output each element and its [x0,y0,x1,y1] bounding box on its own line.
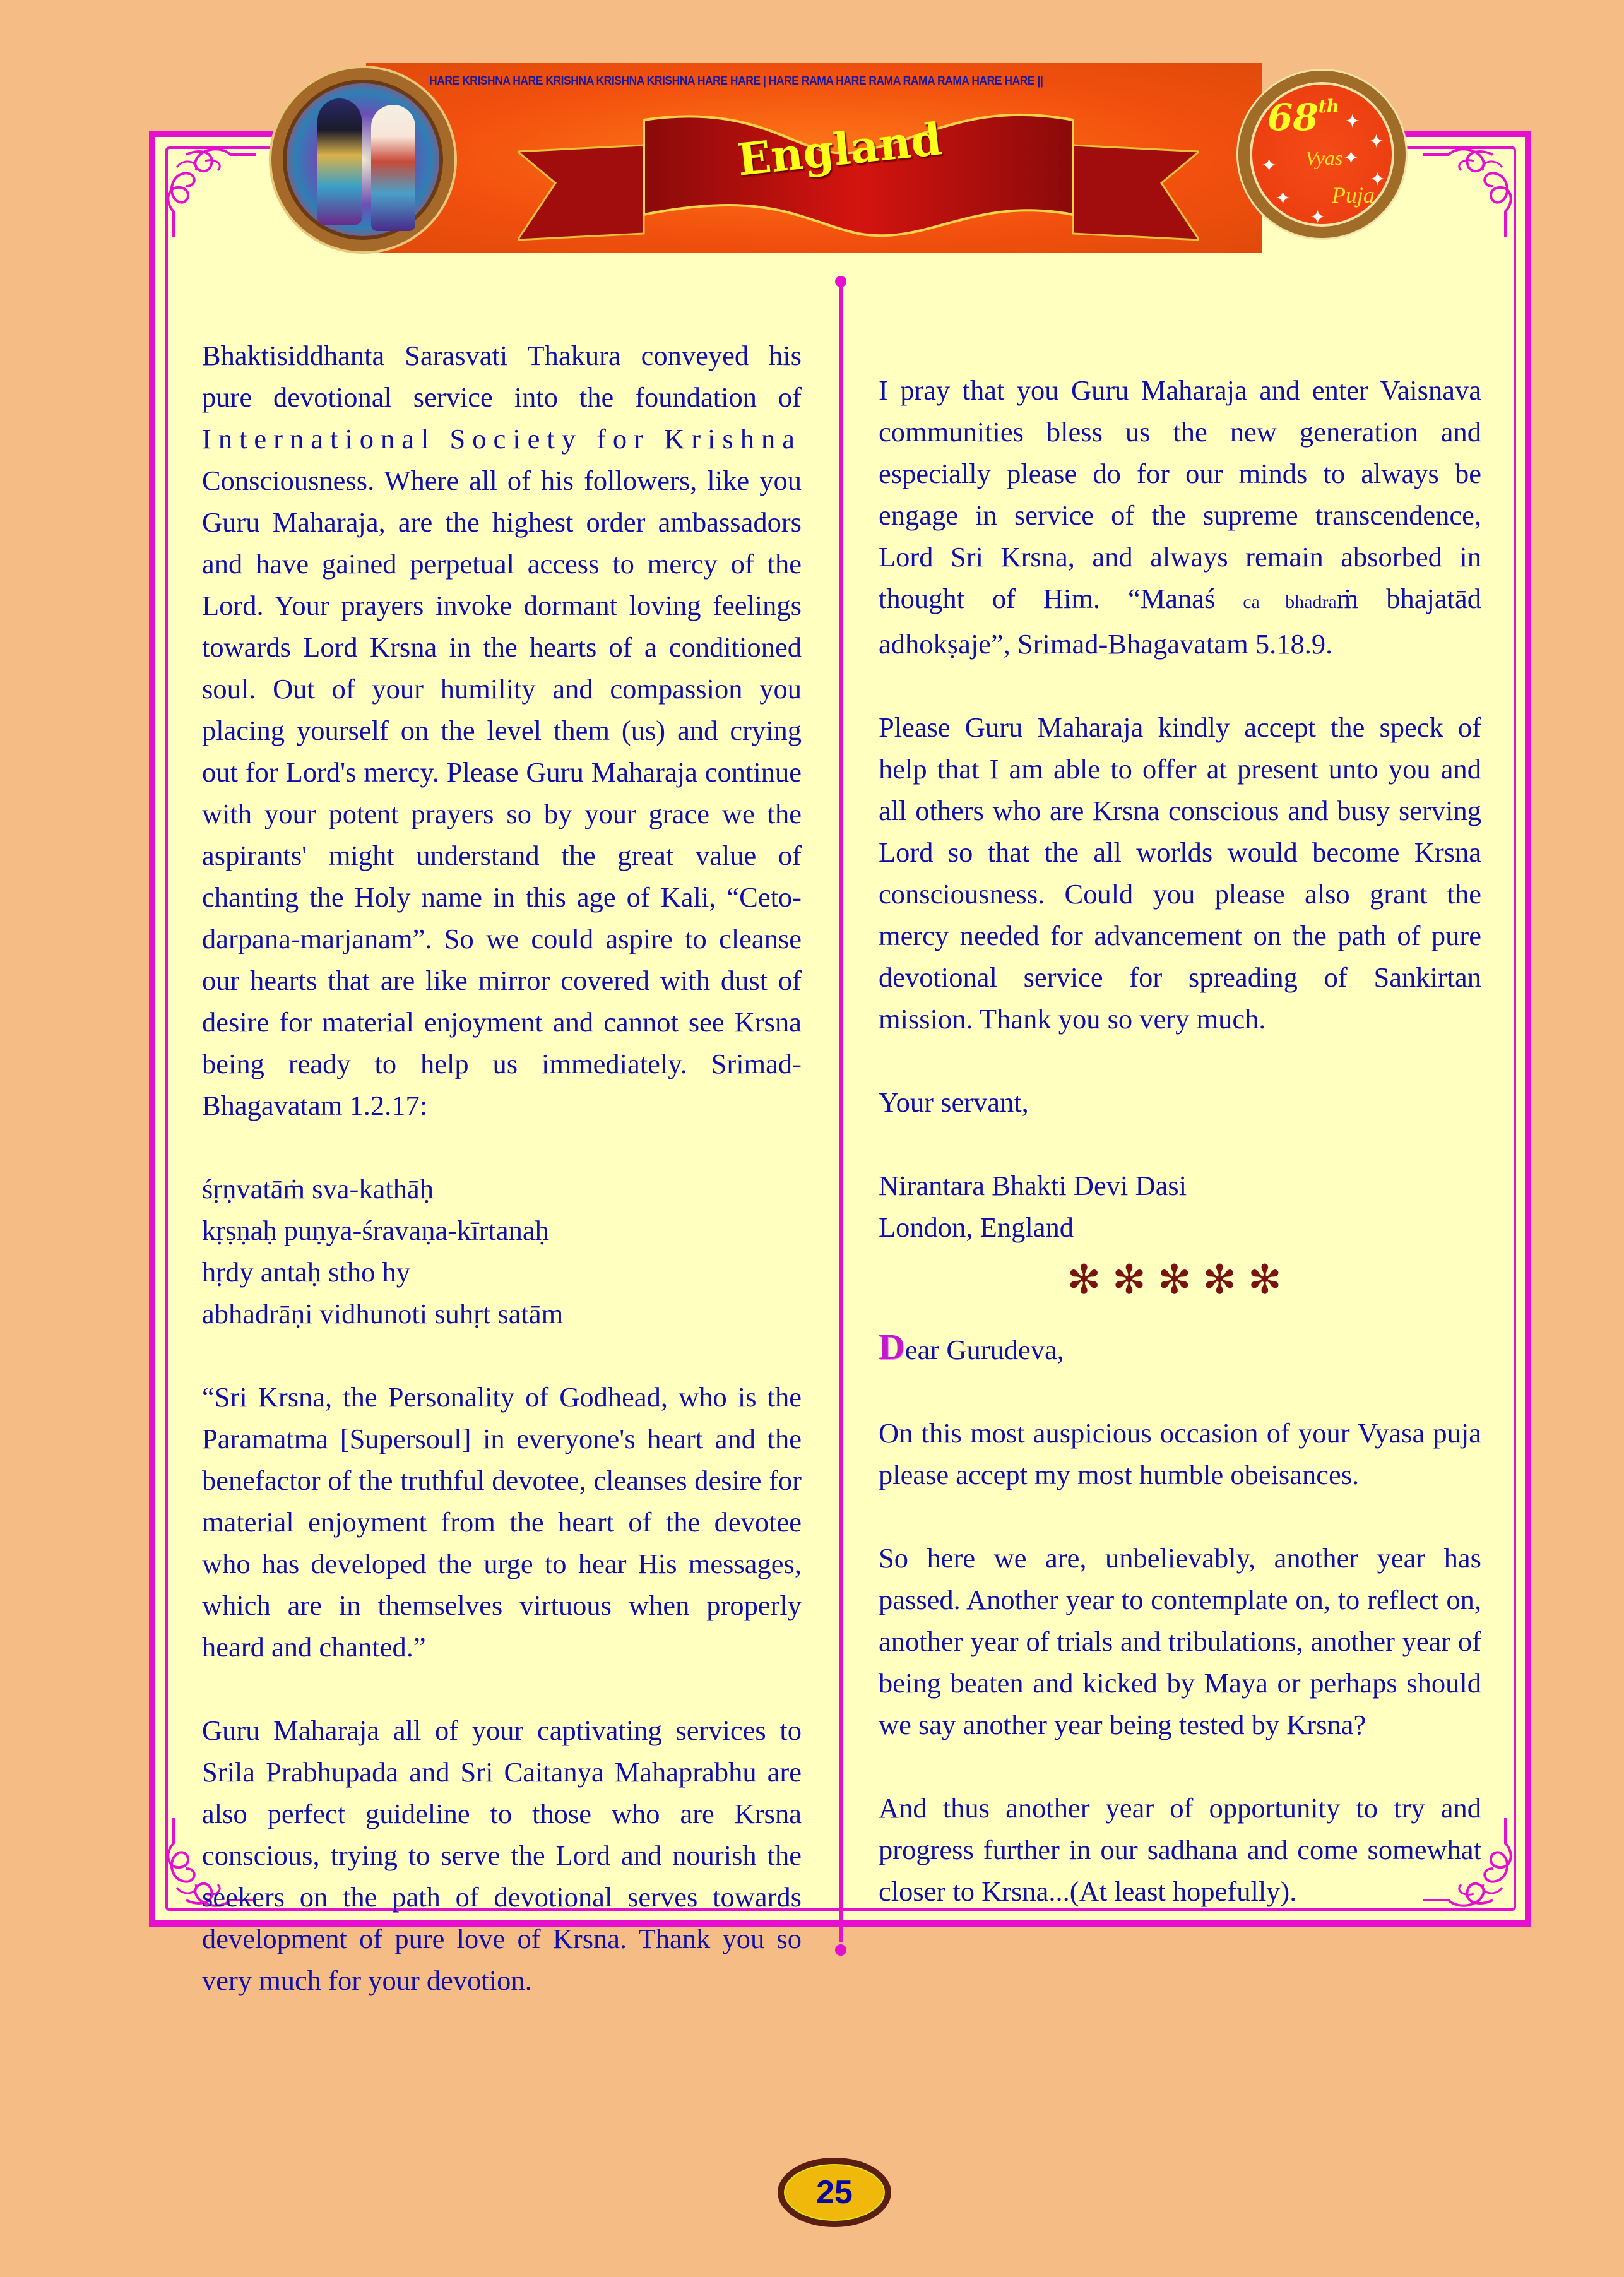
badge-line-puja: Puja [1332,182,1375,208]
paragraph: I pray that you Guru Maharaja and enter Vaisnava communities bless us the new generation and especially please do for our minds to always be engage in service of the supreme transcendence, Lord Sri Krsna, and always remain absorbed in thought of Him. “Manaś ca bhadraṁ bhajatād adhokṣaje”, Srimad-Bhagavatam 5.18.9. [879,374,1481,660]
paragraph: On this most auspicious occasion of your Vyasa puja please accept my most humble obeisances. [879,1417,1481,1490]
verse-line: abhadrāṇi vidhunoti suhṛt satām [202,1298,564,1329]
translation-paragraph: “Sri Krsna, the Personality of Godhead, who is the Paramatma [Supersoul] in everyone's heart and the benefactor of the truthful devotee, cleanses desire for material enjoyment from the heart of the devotee who has developed the urge to hear His messages, which are in themselves virtuous when properly heard and chanted.” [202,1381,802,1663]
signature-place: London, England [879,1211,1074,1243]
paragraph: Guru Maharaja all of your captivating services to Srila Prabhupada and Sri Caitanya Mahaprabhu are also perfect guideline to those who are Krsna conscious, trying to serve the Lord and nourish the seekers on the path of devotional serves towards development of pure love of Krsna. Thank you so very much for your devotion. [202,1715,802,1996]
deity-figure-krishna [317,98,362,225]
deity-figure-radha [371,105,415,231]
sparkle-icon: ✦ [1275,188,1291,209]
paragraph: Bhaktisiddhanta Sarasvati Thakura conveyed his pure devotional service into the foundation of International Society for Krishna Consciousness. Where all of his followers, like you Guru Maharaja, are the highest order ambassadors and have gained perpetual access to mercy of the Lord. Your prayers invoke dormant loving feelings towards Lord Krsna in the hearts of a conditioned soul. Out of your humility and compassion you placing yourself on the level them (us) and crying out for Lord's mercy. Please Guru Maharaja continue with your potent prayers so by your grace we the aspirants' might understand the great value of chanting the Holy name in this age of Kali, “Ceto-darpana-marjanam”. So we could aspire to cleanse our hearts that are like mirror covered with dust of desire for material enjoyment and cannot see Krsna being ready to help us immediately. Srimad-Bhagavatam 1.2.17: [202,340,802,1121]
paragraph: And thus another year of opportunity to try and progress further in our sadhana and come somewhat closer to Krsna...(At least hopefully). [879,1792,1481,1907]
deity-photo [271,68,454,251]
flower-separator-icon: ✻✻✻✻✻ [1067,1257,1293,1304]
divider-dot-top [835,276,846,287]
sparkle-icon: ✦ [1261,155,1277,176]
signature-name: Nirantara Bhakti Devi Dasi [879,1170,1187,1201]
sanskrit-verse [202,1168,802,1335]
divider-dot-bottom [835,1944,846,1956]
sparkle-icon: ✦ [1343,148,1360,169]
right-column [879,369,1481,1912]
corner-flourish-icon [1423,142,1518,237]
mantra-text: HARE KRISHNA HARE KRISHNA KRISHNA KRISHNA HARE HARE | HARE RAMA HARE RAMA RAMA RAMA HARE HARE || [429,74,1043,88]
vyas-puja-badge [1238,71,1406,238]
verse-line: kṛṣṇaḥ puṇya-śravaṇa-kīrtanaḥ [202,1215,549,1246]
sparkle-icon: ✦ [1310,207,1326,228]
verse-line: hṛdy antaḥ stho hy [202,1256,410,1288]
sparkle-icon: ✦ [1344,111,1361,132]
dropcap: D [879,1326,905,1367]
page-title: England [735,112,944,186]
badge-number: 68th [1267,96,1340,139]
paragraph: Please Guru Maharaja kindly accept the speck of help that I am able to offer at present unto you and all others who are Krsna conscious and busy serving Lord so that the all worlds would become Krsna consciousness. Could you please also grant the mercy needed for advancement on the path of pure devotional service for spreading of Sankirtan mission. Thank you so very much. [879,711,1481,1035]
column-divider [839,279,843,1942]
closing: Your servant, [879,1086,1029,1118]
salutation: Dear Gurudeva, [879,1326,1064,1367]
badge-line-vyas: Vyas [1305,146,1343,169]
sparkle-icon: ✦ [1368,131,1385,152]
paragraph: So here we are, unbelievably, another year has passed. Another year to contemplate on, to reflect on, another year of trials and tribulations, another year of being beaten and kicked by Maya or perhaps should we say another year being tested by Krsna? [879,1542,1481,1740]
left-column [202,335,802,2001]
corner-flourish-icon [161,142,256,237]
page-number: 25 [778,2158,891,2227]
sparkle-icon: ✦ [1370,169,1386,190]
verse-line: śṛṇvatāṁ sva-kathāḥ [202,1173,434,1204]
